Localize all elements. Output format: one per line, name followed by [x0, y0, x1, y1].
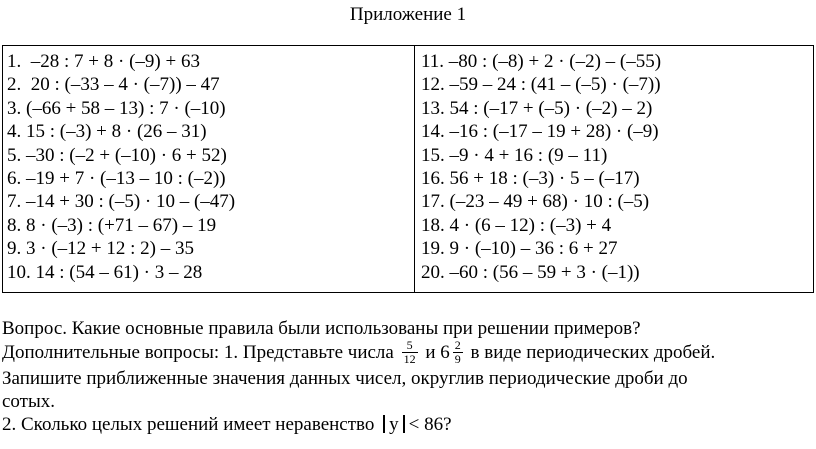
fraction-numerator: 2	[454, 338, 461, 352]
example-item: 4. 15 : (–3) + 8 · (26 – 31)	[7, 121, 207, 143]
example-item: 9. 3 · (–12 + 12 : 2) – 35	[7, 238, 194, 260]
example-item: 8. 8 · (–3) : (+71 – 67) – 19	[7, 214, 217, 236]
question-text: сотых.	[2, 391, 56, 412]
absolute-value-bar	[383, 415, 385, 433]
question-text: < 86?	[408, 414, 452, 435]
example-item: 1. –28 : 7 + 8 · (–9) + 63	[7, 51, 200, 72]
question-text: Дополнительные вопросы: 1. Представьте числа	[2, 341, 394, 363]
example-item: 10. 14 : (54 – 61) · 3 – 28	[7, 261, 203, 283]
variable-y: у	[389, 414, 399, 435]
fraction-five-twelfths	[402, 339, 418, 366]
example-item: 3. (–66 + 58 – 13) : 7 · (–10)	[7, 97, 226, 119]
example-item: 14. –16 : (–17 – 19 + 28) · (–9)	[421, 121, 659, 143]
fraction-denominator: 9	[454, 352, 461, 366]
example-item: 11. –80 : (–8) + 2 · (–2) – (–55)	[421, 51, 662, 72]
example-item: 13. 54 : (–17 + (–5) · (–2) – 2)	[421, 97, 653, 119]
question-text: в виде периодических дробей.	[470, 341, 716, 363]
example-item: 16. 56 + 18 : (–3) · 5 – (–17)	[421, 167, 640, 189]
questions-section	[2, 317, 814, 436]
example-item: 20. –60 : (56 – 59 + 3 · (–1))	[421, 261, 640, 283]
page-title: Приложение 1	[349, 4, 467, 25]
fraction-numerator: 5	[402, 339, 418, 353]
fraction-denominator: 12	[403, 352, 416, 366]
absolute-value-bar	[403, 415, 405, 433]
question-text: Запишите приближенные значения данных чисел, округлив периодические дроби до	[2, 368, 688, 389]
question-text: и 6	[425, 341, 450, 363]
main-question: Вопрос. Какие основные правила были использованы при решении примеров?	[2, 318, 641, 339]
additional-question-2	[2, 413, 814, 436]
example-item: 6. –19 + 7 · (–13 – 10 : (–2))	[7, 167, 226, 189]
exercise-table	[2, 45, 814, 293]
example-item: 12. –59 – 24 : (41 – (–5) · (–7))	[421, 74, 661, 96]
examples-column-right	[415, 46, 814, 293]
example-item: 5. –30 : (–2 + (–10) · 6 + 52)	[7, 144, 227, 166]
example-item: 17. (–23 – 49 + 68) · 10 : (–5)	[421, 191, 650, 213]
example-item: 7. –14 + 30 : (–5) · 10 – (–47)	[7, 191, 236, 213]
additional-question-1	[2, 340, 814, 367]
question-text: 2. Сколько целых решений имеет неравенство	[2, 414, 375, 435]
example-item: 15. –9 · 4 + 16 : (9 – 11)	[421, 144, 608, 166]
example-item: 19. 9 · (–10) – 36 : 6 + 27	[421, 238, 618, 260]
example-item: 18. 4 · (6 – 12) : (–3) + 4	[421, 214, 612, 236]
fraction-two-ninths	[453, 339, 463, 366]
example-item: 2. 20 : (–33 – 4 · (–7)) – 47	[7, 74, 220, 96]
examples-column-left	[3, 46, 415, 293]
